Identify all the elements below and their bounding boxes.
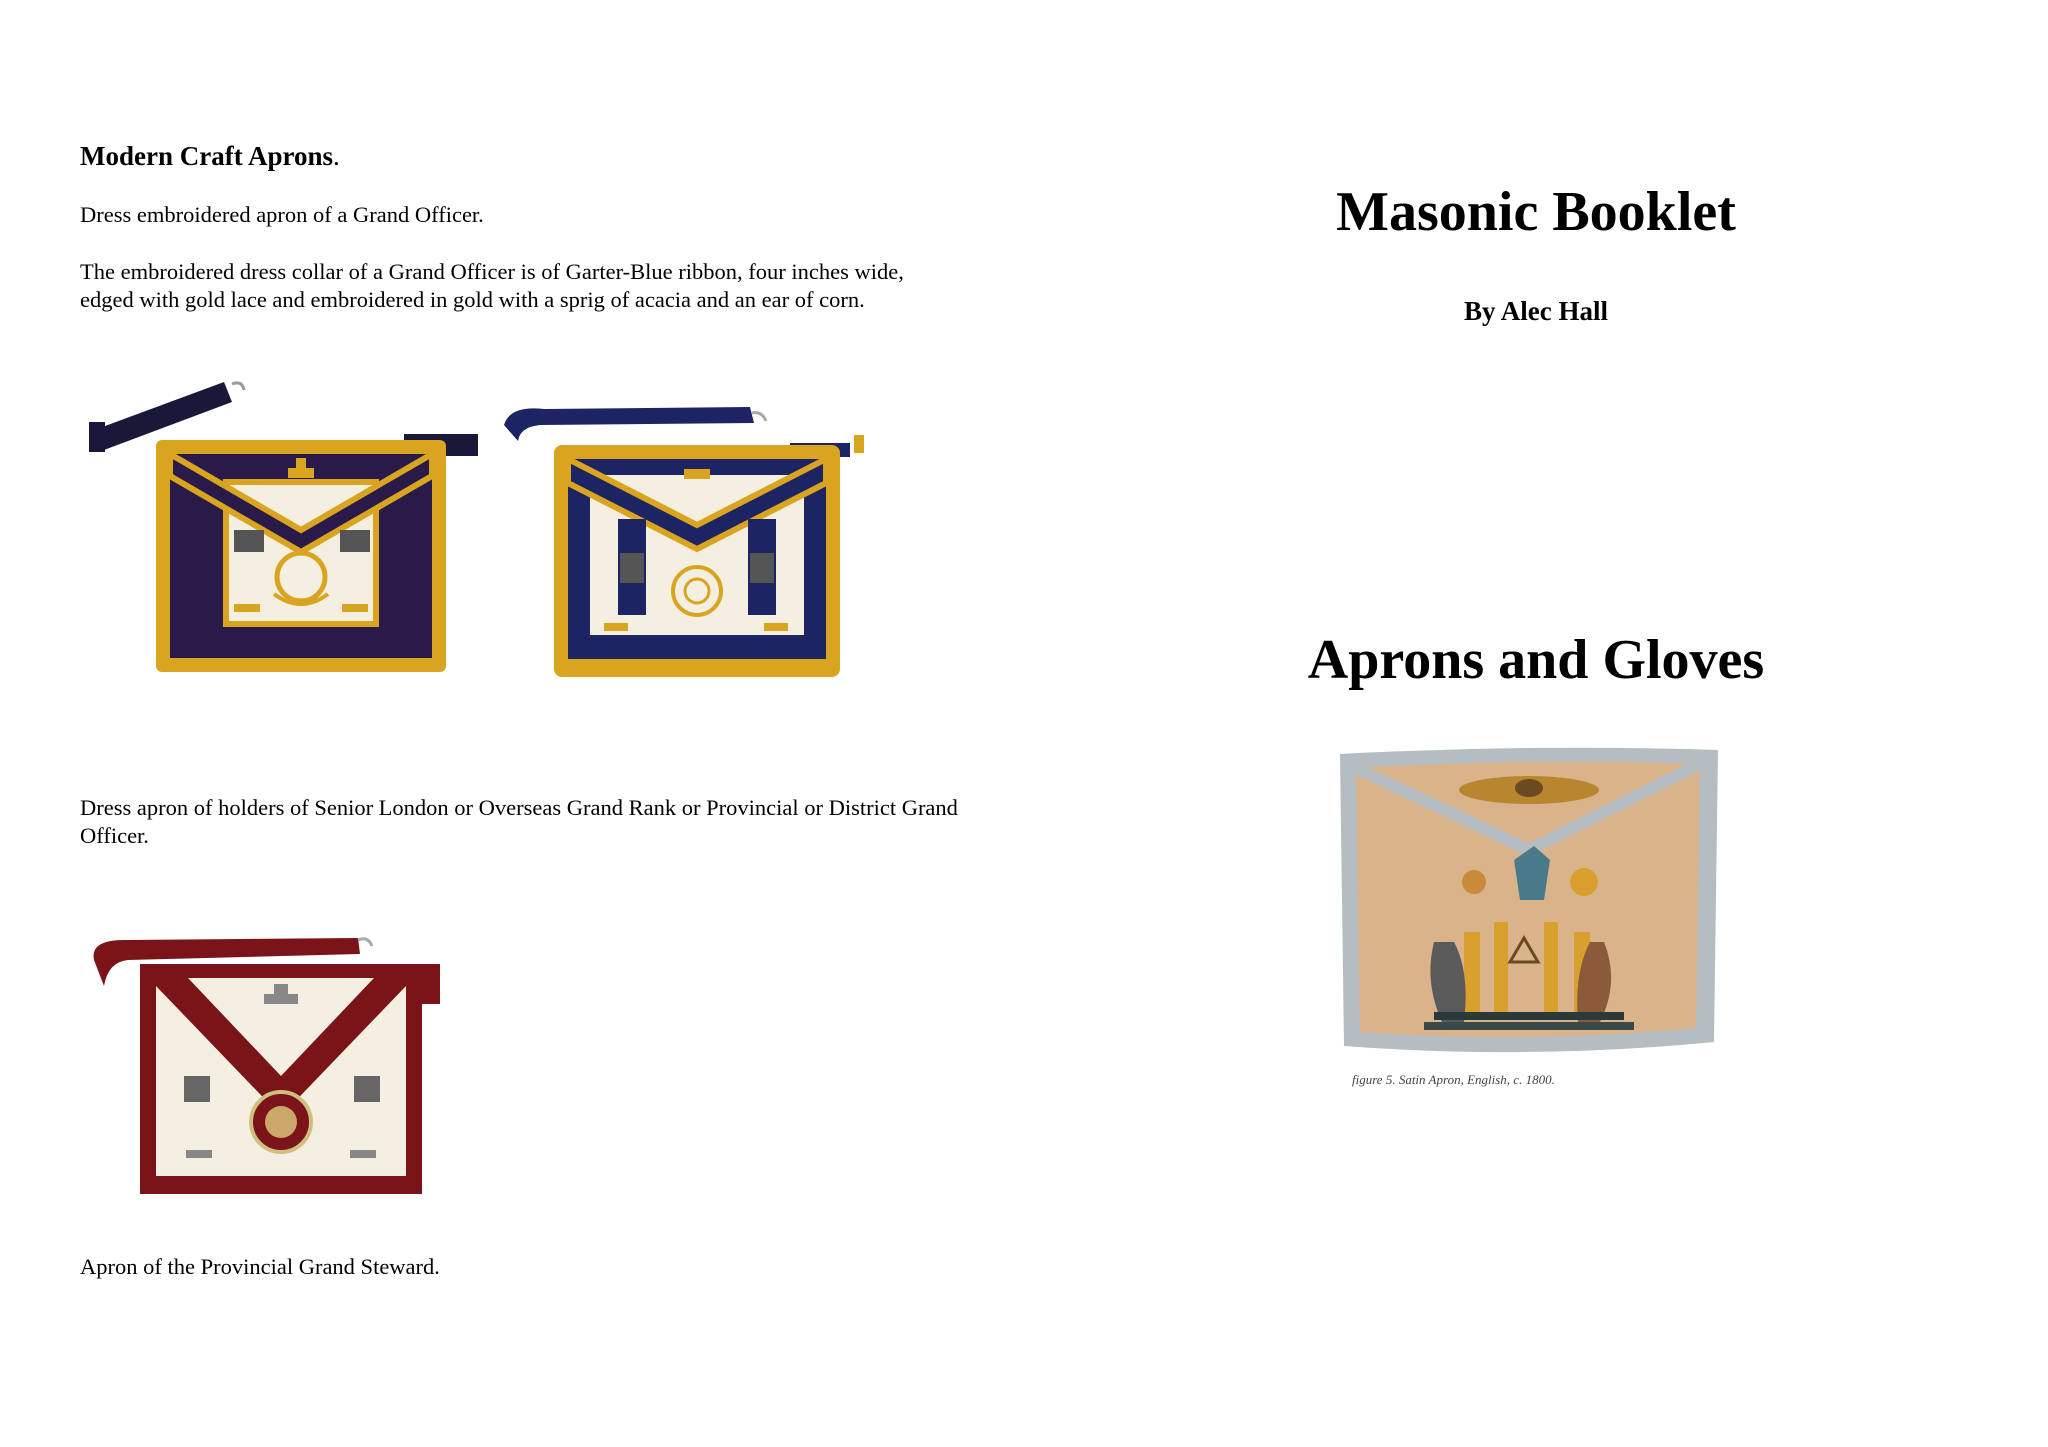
booklet-subtitle: Aprons and Gloves	[1307, 629, 1765, 691]
figure-caption: figure 5. Satin Apron, English, c. 1800.	[1352, 1072, 1555, 1087]
grand-officer-collar-text: The embroidered dress collar of a Grand Officer is of Garter-Blue ribbon, four inches wide, edged with gold lace and embroidered in gold with a sprig of acacia and an ear of corn.	[80, 259, 904, 312]
grand-officer-apron-navy-image	[500, 395, 870, 715]
provincial-grand-steward-apron-image	[88, 926, 458, 1206]
senior-grand-rank-apron-text: Dress apron of holders of Senior London or Overseas Grand Rank or Provincial or District Grand Officer.	[80, 795, 958, 848]
author-line: By Alec Hall	[1464, 296, 1608, 326]
grand-officer-apron-purple-image	[84, 372, 486, 682]
right-page	[1024, 0, 2048, 1447]
satin-apron-image	[1334, 742, 1724, 1072]
section-heading: Modern Craft Aprons.	[80, 141, 340, 171]
provincial-grand-steward-text: Apron of the Provincial Grand Steward.	[80, 1254, 440, 1279]
booklet-title: Masonic Booklet	[1336, 181, 1736, 243]
grand-officer-apron-text: Dress embroidered apron of a Grand Officer.	[80, 202, 484, 227]
